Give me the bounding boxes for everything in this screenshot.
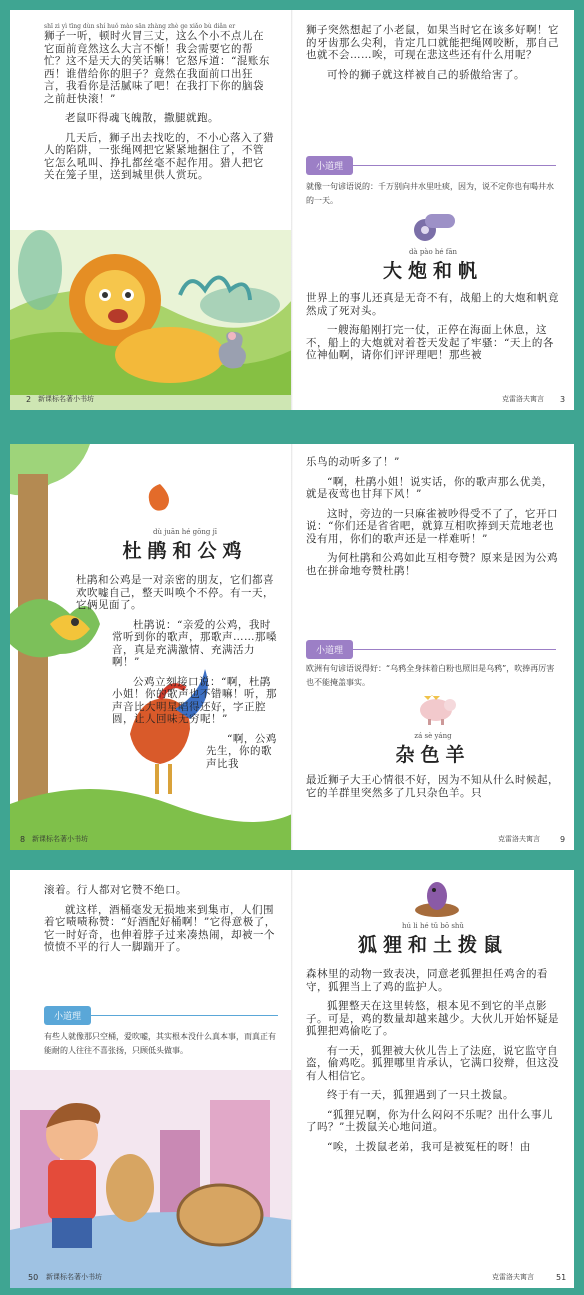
page-number: 8 [20, 835, 26, 844]
moral-tag: 小道理 [306, 640, 353, 659]
page-8-text [76, 574, 280, 777]
paragraph: 公鸡立刻接口说：“啊，杜鹃小姐！你的歌声也不错嘛！听，那声音比大明星唱得还好，字正腔圆，让人回味无穷呢！” [112, 675, 277, 725]
book-brand: 克雷洛夫寓言 [492, 1273, 534, 1281]
paragraph: 终于有一天，狐狸遇到了一只土拨鼠。 [327, 1089, 514, 1101]
paragraph: 狐狸整天在这里转悠，根本见不到它的半点影子。可是，鸡的数量却越来越少。大伙儿开始怀疑是狐狸把鸡偷吃了。 [306, 1000, 559, 1037]
paragraph: “啊，公鸡先生，你的歌声比我 [206, 732, 277, 770]
paragraph: “唉，土拨鼠老弟，我可是被冤枉的呀！由 [327, 1140, 531, 1153]
paragraph: 可怜的狮子就这样被自己的骄傲给害了。 [327, 68, 525, 81]
paragraph: 最近狮子大王心情很不好，因为不知从什么时候起，它的羊群里突然多了几只杂色羊。只 [306, 774, 559, 799]
page-3-text [306, 24, 560, 88]
page-50-text [44, 884, 278, 961]
paragraph: shī zi yì tīng dùn shí huǒ mào sān zhàng zhè ge xiǎo bù diǎn er 狮子一听，顿时火冒三丈，这么个小不点儿在它面前竟然这么大言不惭！我会需要它的帮忙？这不是天大的笑话嘛！它怒斥道：“混账东西！谁借给你的胆子？竟然在我面前口出狂言，我看你是活腻味了吧！在我打下你的脑袋之前赶快滚！” [44, 23, 270, 105]
book-brand: 克雷洛夫寓言 [502, 395, 544, 403]
page-3 [292, 10, 574, 410]
story-text [306, 774, 560, 806]
page-2-text [44, 24, 274, 189]
book-brand: 新课标名著小书坊 [32, 835, 88, 843]
page-number: 2 [26, 395, 32, 404]
cannon-icon [410, 204, 460, 244]
paragraph: 就这样，酒桶毫发无损地来到集市，人们围着它啧啧称赞：“好酒配好桶啊！”它得意极了，它一时好奇，也伸着脖子过来凑热闹，却被一个愤愤不平的行人一脚踹开了。 [44, 903, 276, 953]
book-brand: 克雷洛夫寓言 [498, 835, 540, 843]
page-number: 51 [556, 1273, 567, 1282]
paragraph: 世界上的事儿还真是无奇不有，战船上的大炮和帆竟然成了死对头。 [306, 292, 559, 317]
story-title: dà pào hé fān 大炮和帆 [382, 248, 483, 282]
story-title: hú li hé tǔ bō shǔ 狐狸和土拨鼠 [357, 922, 508, 956]
paragraph: 杜鹃和公鸡是一对亲密的朋友，它们都喜欢吹嘘自己，整天叫唤个不停。有一天，它俩见面了。 [76, 574, 274, 611]
paragraph: 为何杜鹃和公鸡如此互相夸赞？原来是因为公鸡也在拼命地夸赞杜鹃！ [306, 552, 558, 577]
moral-tag: 小道理 [44, 1006, 91, 1025]
book-spread-1 [10, 10, 574, 410]
page-number: 3 [560, 395, 566, 404]
page-2 [10, 10, 292, 410]
story-title: dù juān hé gōng jī 杜鹃和公鸡 [122, 528, 248, 562]
page-8 [10, 444, 292, 850]
paragraph: 森林里的动物一致表决，同意老狐狸担任鸡舍的看守，狐狸当上了鸡的监护人。 [306, 968, 548, 993]
paragraph: “狐狸兄啊，你为什么闷闷不乐呢？出什么事儿了吗？”土拨鼠关心地问道。 [306, 1108, 553, 1133]
book-spread-3 [10, 870, 574, 1288]
paragraph: 几天后，狮子出去找吃的，不小心落入了猎人的陷阱，一张绳网把它紧紧地捆住了，不管它怎么吼叫、挣扎都丝毫不起作用。猎人把它关在笼子里，送到城里供人赏玩。 [44, 131, 274, 181]
groundhog-icon [412, 878, 462, 918]
page-number: 9 [560, 835, 566, 844]
sheep-icon [412, 692, 462, 726]
paragraph: 有一天，狐狸被大伙儿告上了法庭，说它监守自盗，偷鸡吃。狐狸哪里肯承认，它满口狡辩，但这没有人相信它。 [306, 1044, 559, 1082]
moral-note: 就像一句谚语说的：千万别向井水里吐痰，因为，说不定你也有喝井水的一天。 [306, 182, 554, 205]
book-brand: 新课标名著小书坊 [46, 1273, 102, 1281]
story-text [306, 968, 560, 1160]
paragraph: “啊，杜鹃小姐！说实话，你的歌声那么优美，就是夜莺也甘拜下风！” [306, 475, 553, 500]
book-spread-2 [10, 444, 574, 850]
paragraph: 狮子突然想起了小老鼠，如果当时它在该多好啊！它的牙齿那么尖利，肯定几口就能把绳网咬断，那自己也就不会……唉，可现在悲这些还有什么用呢？ [306, 24, 559, 61]
page-50 [10, 870, 292, 1288]
paragraph: 乐鸟的动听多了！” [306, 456, 400, 468]
story-title: zá sè yáng 杂色羊 [395, 732, 471, 766]
page-9 [292, 444, 574, 850]
moral-tag: 小道理 [306, 156, 353, 175]
paragraph: 滚着。行人都对它赞不绝口。 [44, 884, 187, 896]
book-brand: 新课标名著小书坊 [38, 395, 94, 403]
moral-note: 欧洲有句谚语说得好：“乌鸦全身抹着白粉也照旧是乌鸦”，吹捧再厉害也不能掩盖事实。 [306, 664, 555, 687]
paragraph: 这时，旁边的一只麻雀被吵得受不了了，它开口说：“你们还是省省吧，就算互相吹捧到天荒地老也没有用，你们的歌声还是一样难听！” [306, 507, 558, 545]
story-text [306, 292, 560, 369]
paragraph: 一艘海船刚打完一仗，正停在海面上休息，这不，船上的大炮就对着苍天发起了牢骚：“天上的各位神仙啊，请你们评评理吧！那些被 [306, 324, 554, 361]
paragraph: 老鼠吓得魂飞魄散，撒腿就跑。 [65, 112, 219, 124]
paragraph: 杜鹃说：“亲爱的公鸡，我时常听到你的歌声，那歌声……那嗓音，真是充满激情、充满活力啊！” [112, 618, 277, 668]
page-9-text [306, 456, 560, 584]
moral-note: 有些人就像那只空桶，爱吹嘘，其实根本没什么真本事，而真正有能耐的人往往不喜张扬，只顾低头做事。 [44, 1032, 276, 1055]
page-number: 50 [28, 1273, 39, 1282]
page-51 [292, 870, 574, 1288]
